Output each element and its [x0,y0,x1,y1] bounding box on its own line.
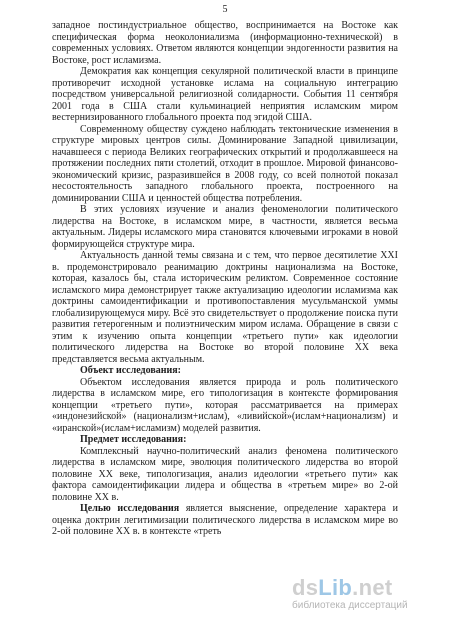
paragraph: Демократия как концепция секулярной политической власти в принципе противоречит исходной установке ислама на социальную интеграцию посредством универсальной религиозной солидарности. События 11 сентября 2001 года в США стали кульминацией неприятия исламским миром вестернизированного глобального проекта под эгидой США. [52,66,398,123]
page-number: 5 [222,4,228,15]
logo-ds-text: ds [292,575,319,600]
logo-lib-text: Lib [318,575,353,600]
paragraph: Комплексный научно-политический анализ феномена политического лидерства в исламском мире, эволюция политического лидерства во второй половине XX веке, типологизация, анализ идеологии «третьего пути» как фактора самоидентификации лидера и общества в «третьем мире» во 2-ой половине XX в. [52,445,398,503]
document-body [52,20,398,538]
paragraph: Объектом исследования является природа и роль политического лидерства в исламском мире, его типологизация в контексте формирования концепции «третьего пути», которая рассматривается на примерах «индонезийской» (национализм+ислам), «ливийской»(ислам+национализм) и «иранской»(ислам+исламизм) моделей развития. [52,376,398,434]
section-heading: Предмет исследования: [80,434,187,445]
paragraph: Актуальность данной темы связана и с тем, что первое десятилетие XXI в. продемонстрировало реанимацию доктрины национализма на Востоке, которая, казалось бы, стала историческим реликтом. Современное состояние исламского мира демонстрирует также актуализацию идеологии исламизма как доктрины самоидентификации и противопоставления мусульманской уммы глобализирующемуся миру. Всё это свидетельствует о продолжение поиска пути развития гетерогенным и полиэтническим миром ислама. Обращение в связи с этим к изучению опыта концепции «третьего пути» как идеологии политического лидерства на Востоке во второй половине XX века представляется весьма актуальным. [52,250,398,365]
paragraph-lead-bold: Целью исследования [80,503,180,514]
paragraph-text: является выяснение, определение характера и оценка доктрин легитимизации политического лидерства в исламском мире во 2-ой половине XX в. в контексте «треть [52,503,398,537]
dslib-logo [292,576,442,600]
paragraph: В этих условиях изучение и анализ феноменологии политического лидерства на Востоке, в исламском мире, в частности, является весьма актуальным. Лидеры исламского мира становятся ключевыми игроками в новой формирующейся структуре мира. [52,204,398,250]
document-page [52,0,398,620]
section-heading: Объект исследования: [80,365,182,376]
paragraph: западное постиндустриальное общество, воспринимается на Востоке как специфическая форма неоколониализма (информационно-технической) в современных условиях. Ответом являются концепции эндогенности развития на Востоке, рост исламизма. [52,20,398,66]
paragraph: Современному обществу суждено наблюдать тектонические изменения в структуре мировых центров силы. Доминирование Западной цивилизации, начавшееся с периода Великих географических открытий и продолжавшееся на протяжении последних пяти столетий, отходит в прошлое. Мировой финансово-экономический кризис, разразившейся в 2008 году, со всей полнотой показал несостоятельность западного глобального проекта, построенного на доминировании США и ценностей общества потребления. [52,123,398,204]
watermark-tagline: библиотека диссертаций [292,600,408,611]
dslib-watermark [292,576,442,614]
paragraph [52,503,398,538]
logo-net-text: .net [352,575,393,600]
